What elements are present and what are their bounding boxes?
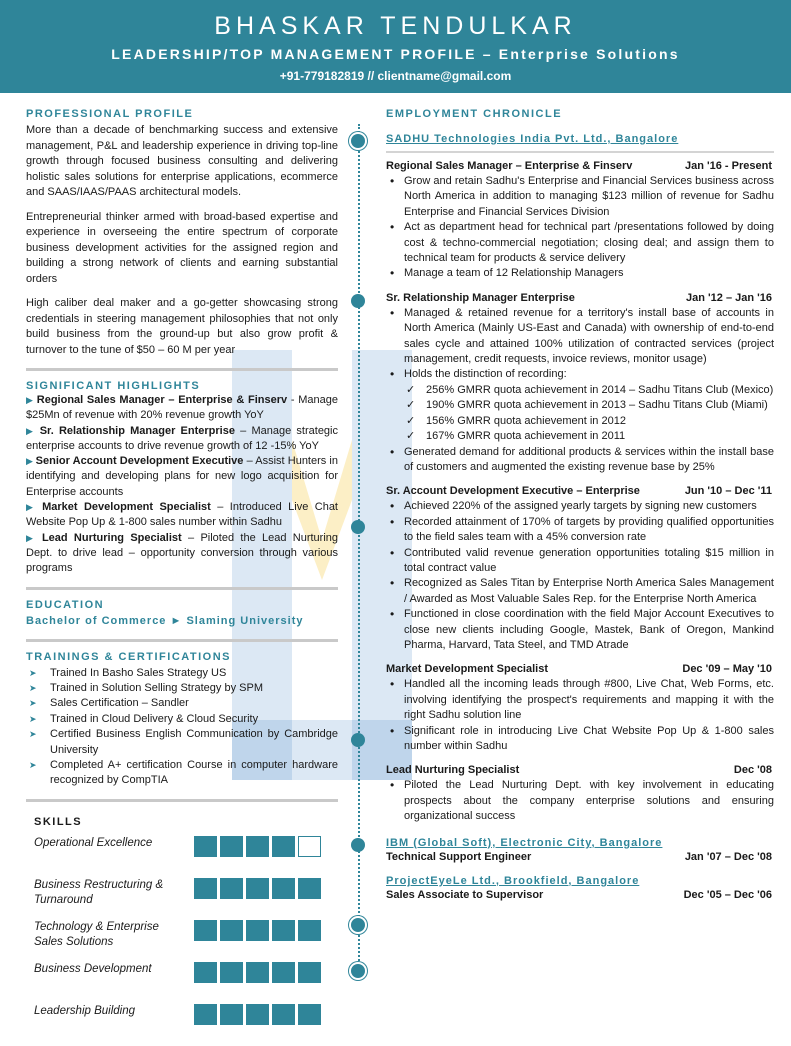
highlight-role: Sr. Relationship Manager Enterprise (39, 424, 235, 437)
profile-subtitle: LEADERSHIP/TOP MANAGEMENT PROFILE – Enterprise Solutions (111, 46, 680, 62)
role-title: Technical Support Engineer (386, 850, 532, 863)
role-title: Sr. Account Development Executive – Enterprise (386, 485, 640, 498)
role-title: Lead Nurturing Specialist (386, 764, 520, 777)
section-divider (26, 587, 338, 590)
section-divider (26, 639, 338, 642)
highlight-text: Piloted the Lead Nurturing Dept. to drive lead – opportunity conversion through various programs (26, 531, 339, 575)
highlight-text: Manage $25Mn of revenue with 20% revenue growth YoY (26, 394, 339, 422)
skill-row (26, 920, 338, 962)
timeline-dot (351, 838, 365, 852)
highlight-separator: – (243, 455, 256, 468)
triangle-bullet-icon: ▶ (26, 395, 37, 405)
timeline-dot (351, 294, 365, 308)
skill-box-filled (220, 1004, 243, 1025)
check-item: ✓ 156% GMRR quota achievement in 2012 (386, 414, 774, 429)
skill-meter (194, 962, 321, 983)
profile-paragraph: Entrepreneurial thinker armed with broad-based expertise and experience in overseeing the entire spectrum of corporate business development activities for the assigned region and building a strong network of clients and earning substantial orders (26, 210, 338, 285)
highlight-role: Lead Nurturing Specialist (41, 531, 182, 544)
skill-label: Technology & Enterprise Sales Solutions (34, 920, 159, 948)
right-column (386, 107, 774, 903)
list-item: • Managed & retained revenue for a territory's install base of accounts in North America (Mainly US-East and Canada) with ownership of end-to-end sales cycle and attained 100% utilization of contracted services (project management, credit requests, invoice reviews, monitor usage) (386, 306, 774, 368)
list-item: ➤ Completed A+ certification Course in computer hardware recognized by CompTIA (26, 758, 338, 789)
timeline-dot (351, 918, 365, 932)
skill-box-empty (298, 836, 321, 857)
role-title: Market Development Specialist (386, 663, 549, 676)
highlight-role: Regional Sales Manager – Enterprise & Finserv (36, 394, 288, 406)
skill-box-filled (194, 836, 217, 857)
skill-box-filled (194, 1004, 217, 1025)
highlight-role: Market Development Specialist (42, 501, 211, 514)
skill-label: Operational Excellence (34, 836, 153, 849)
trainings-list (26, 666, 338, 789)
profile-paragraph: High caliber deal maker and a go-getter showcasing strong credentials in steering management philosophies that not only build business from the ground-up but also grow profit & turnover to the tune of $50 – 60 M per year (26, 297, 338, 356)
degree: Bachelor of Commerce (26, 614, 167, 627)
skills-list (26, 836, 338, 1046)
skill-label: Business Restructuring & Turnaround (34, 878, 164, 906)
skill-meter (194, 878, 321, 899)
skill-box-filled (298, 962, 321, 983)
company-name: SADHU Technologies India Pvt. Ltd., Bangalore (386, 133, 679, 145)
highlight-role: Senior Account Development Executive (35, 455, 244, 468)
timeline-dot (351, 520, 365, 534)
triangle-bullet-icon: ▶ (26, 456, 36, 467)
role-bullets (386, 445, 774, 476)
skill-meter (194, 836, 321, 857)
role-header (386, 763, 774, 778)
role-title: Sales Associate to Supervisor (386, 888, 544, 901)
highlight-text: Assist Hunters in identifying and developing plans for new logo acquisition for Enterprise accounts (26, 455, 338, 498)
role-header (386, 850, 774, 865)
skill-label: Leadership Building (34, 1004, 136, 1017)
skill-box-filled (220, 878, 243, 899)
section-title-highlights: SIGNIFICANT HIGHLIGHTS (26, 380, 201, 392)
check-item: ✓ 190% GMRR quota achievement in 2013 – Sadhu Titans Club (Miami) (386, 398, 774, 413)
skill-box-filled (272, 962, 295, 983)
highlight-separator: – (181, 531, 201, 544)
timeline-dot (351, 134, 365, 148)
timeline-dot (351, 733, 365, 747)
company-divider (386, 151, 774, 153)
contact-info: +91-779182819 // clientname@gmail.com (279, 69, 512, 83)
list-item: • Handled all the incoming leads through #800, Live Chat, Web Forms, etc. involving identifying the prospect's requirements and mapping it with the right Sadhu solution line (386, 677, 774, 723)
highlight-text: Manage strategic enterprise accounts to drive revenue growth of 12 -15% YoY (26, 424, 338, 452)
list-item: • Contributed valid revenue generation opportunities totaling $15 million in total contract value (386, 546, 774, 577)
education-line (26, 613, 338, 629)
skill-box-filled (272, 920, 295, 941)
role-header (386, 484, 774, 499)
school: Slaming University (186, 614, 304, 627)
candidate-name: BHASKAR TENDULKAR (214, 12, 577, 40)
role-header (386, 159, 774, 174)
highlight-item (26, 531, 338, 577)
list-item: • Significant role in introducing Live Chat Website Pop Up & 1-800 sales number within Sadhu (386, 724, 774, 755)
role-bullets (386, 677, 774, 754)
skill-meter (194, 1004, 321, 1025)
skill-box-filled (246, 920, 269, 941)
section-divider (26, 368, 338, 371)
list-item: ➤ Trained In Basho Sales Strategy US (26, 666, 338, 681)
company-name: ProjectEyeLe Ltd., Brookfield, Bangalore (386, 874, 640, 887)
highlight-text: Introduced Live Chat Website Pop Up & 1-800 sales number within Sadhu (26, 501, 338, 529)
role-dates: Jan '12 – Jan '16 (686, 291, 772, 304)
role-dates: Dec '08 (733, 764, 772, 777)
role-header (386, 888, 774, 903)
section-title-education: EDUCATION (26, 598, 105, 611)
skill-box-filled (194, 962, 217, 983)
section-title-profile: PROFESSIONAL PROFILE (26, 108, 194, 120)
skill-meter (194, 920, 321, 941)
triangle-bullet-icon: ▶ (26, 425, 40, 436)
list-item: ➤ Certified Business English Communication by Cambridge University (26, 727, 338, 758)
highlight-separator: – (210, 501, 230, 514)
role-header (386, 291, 774, 306)
section-divider (26, 799, 338, 802)
skill-box-filled (194, 878, 217, 899)
list-item: ➤ Trained in Cloud Delivery & Cloud Security (26, 712, 338, 727)
role-dates: Jun '10 – Dec '11 (684, 485, 772, 498)
skill-box-filled (246, 1004, 269, 1025)
list-item: ➤ Trained in Solution Selling Strategy by SPM (26, 681, 338, 696)
arrow-icon: ► (170, 614, 183, 627)
skill-box-filled (194, 920, 217, 941)
skill-box-filled (220, 836, 243, 857)
skill-label: Business Development (34, 962, 152, 975)
skill-box-filled (272, 1004, 295, 1025)
highlight-item (26, 393, 338, 424)
skill-row (26, 962, 338, 1004)
skill-box-filled (220, 920, 243, 941)
role-bullets (386, 778, 774, 824)
list-item: • Recognized as Sales Titan by Enterprise North America Sales Management / Awarded as Most Valuable Sales Rep. for the Enterprise North America (386, 576, 774, 607)
profile-paragraph: More than a decade of benchmarking success and extensive management, P&L and leadership experience in driving top-line growth through focused business consulting and delivering holistic sales solutions for enterprise applications, ecommerce and SAAS/IAAS/PAAS architectural models. (26, 124, 338, 198)
highlight-item (26, 454, 338, 500)
section-title-trainings: TRAININGS & CERTIFICATIONS (26, 650, 232, 663)
role-header (386, 662, 774, 677)
role-bullets (386, 499, 774, 653)
timeline-dot (351, 964, 365, 978)
skill-box-filled (246, 878, 269, 899)
check-item: ✓ 256% GMRR quota achievement in 2014 – Sadhu Titans Club (Mexico) (386, 383, 774, 398)
highlight-item (26, 424, 338, 455)
list-item: • Functioned in close coordination with the field Major Account Executives to close new clients including Google, Mastek, Bank of Oregon, Mankind Pharma, Harvard, Tata Steel, and TMD Atrade (386, 607, 774, 653)
skill-row (26, 1004, 338, 1046)
list-item: • Grow and retain Sadhu's Enterprise and Financial Services business across North America in addition to managing $123 million of revenue for Sadhu Enterprise and Financial Services Division (386, 174, 774, 220)
list-item: • Generated demand for additional products & services within the install base of customers and augmented the existing revenue base by 25% (386, 445, 774, 476)
skill-row (26, 878, 338, 920)
triangle-bullet-icon: ▶ (26, 532, 42, 543)
skill-box-filled (272, 836, 295, 857)
skill-box-filled (246, 836, 269, 857)
company-name: IBM (Global Soft), Electronic City, Bangalore (386, 836, 663, 849)
highlight-item (26, 500, 338, 531)
skill-box-filled (272, 878, 295, 899)
header-banner (0, 0, 791, 93)
skill-box-filled (220, 962, 243, 983)
section-title-skills: SKILLS (34, 815, 83, 828)
skill-box-filled (298, 1004, 321, 1025)
highlight-separator: - (287, 394, 299, 406)
section-title-employment: EMPLOYMENT CHRONICLE (386, 108, 563, 120)
list-item: • Recorded attainment of 170% of targets by providing qualified opportunities to the field sales team with a 45% conversion rate (386, 515, 774, 546)
role-dates: Jan '16 - Present (685, 160, 772, 172)
role-bullets (386, 174, 774, 282)
check-item: ✓ 167% GMRR quota achievement in 2011 (386, 429, 774, 444)
skill-box-filled (246, 962, 269, 983)
list-item: • Piloted the Lead Nurturing Dept. with key involvement in educating prospects about the company enterprise solutions and ensuring organizational success (386, 778, 774, 824)
role-bullets (386, 306, 774, 383)
achievement-checklist (386, 383, 774, 445)
skill-row (26, 836, 338, 878)
skill-box-filled (298, 878, 321, 899)
list-item: • Act as department head for technical part /presentations followed by doing cost & techno-commercial negotiation; closing deal; and assign them to technical team for products & service delivery (386, 220, 774, 266)
triangle-bullet-icon: ▶ (26, 502, 43, 513)
list-item: ➤ Sales Certification – Sandler (26, 696, 338, 711)
role-title: Regional Sales Manager – Enterprise & Finserv (386, 160, 633, 172)
list-item: • Achieved 220% of the assigned yearly targets by signing new customers (386, 499, 774, 514)
list-item: • Manage a team of 12 Relationship Managers (386, 266, 774, 281)
left-column (26, 107, 338, 1046)
role-dates: Dec '09 – May '10 (682, 663, 772, 676)
list-item: • Holds the distinction of recording: (386, 367, 774, 382)
skill-box-filled (298, 920, 321, 941)
role-dates: Jan '07 – Dec '08 (684, 850, 772, 863)
role-dates: Dec '05 – Dec '06 (683, 888, 772, 901)
role-title: Sr. Relationship Manager Enterprise (386, 291, 575, 304)
highlight-separator: – (234, 424, 252, 437)
